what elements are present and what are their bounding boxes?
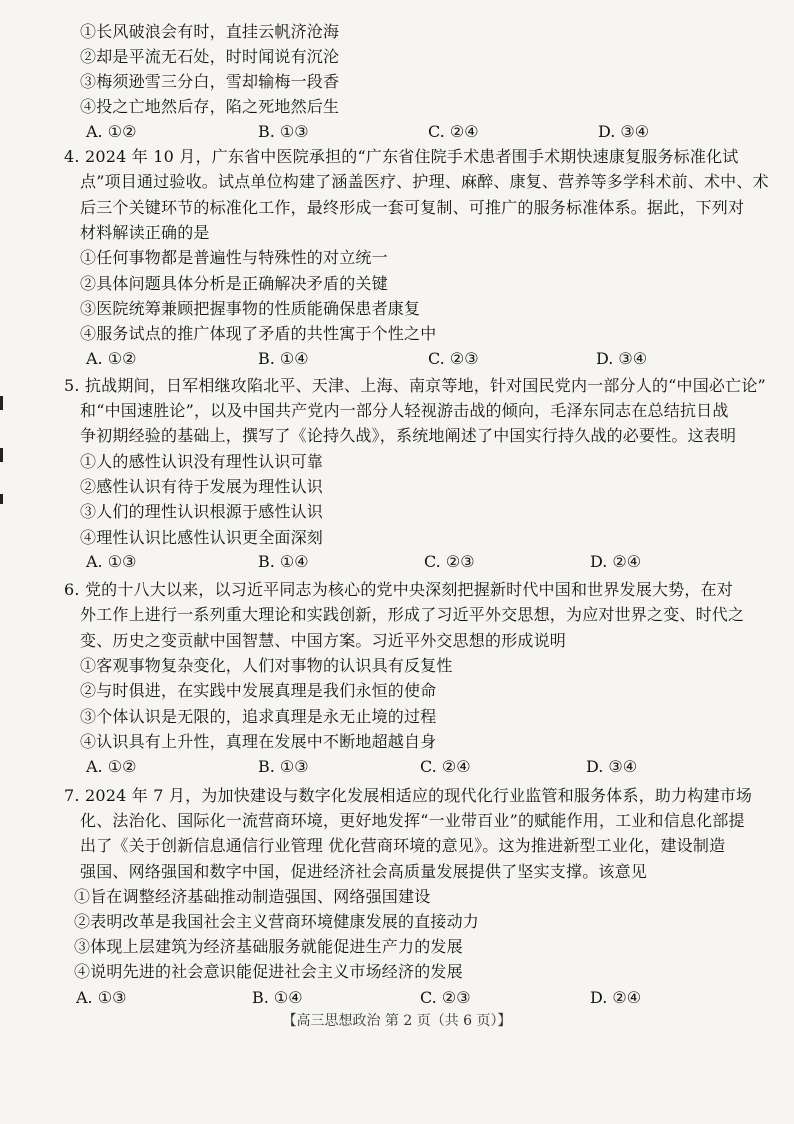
option: ③医院统筹兼顾把握事物的性质能确保患者康复 (80, 299, 421, 318)
choice-c: C. ②③ (420, 988, 471, 1007)
choice-c: C. ②④ (428, 122, 479, 141)
choice-a: A. ①② (86, 757, 137, 776)
choice-d: D. ③④ (598, 122, 650, 141)
option: ②感性认识有待于发展为理性认识 (80, 477, 324, 496)
question-5-stem: 争初期经验的基础上，撰写了《论持久战》，系统地阐述了中国实行持久战的必要性。这表明 (80, 426, 737, 445)
option: ④理性认识比感性认识更全面深刻 (80, 528, 324, 547)
question-6-stem: 6. 党的十八大以来，以习近平同志为核心的党中央深刻把握新时代中国和世界发展大势，在对 (64, 580, 733, 599)
option: ②表明改革是我国社会主义营商环境健康发展的直接动力 (74, 912, 480, 931)
question-7-stem: 7. 2024 年 7 月，为加快建设与数字化发展相适应的现代化行业监管和服务体系，助力构建市场 (64, 786, 753, 805)
choice-a: A. ①② (86, 122, 137, 141)
option: ②却是平流无石处，时时闻说有沉沦 (80, 47, 340, 66)
option: ①长风破浪会有时，直挂云帆济沧海 (80, 22, 340, 41)
option: ①客观事物复杂变化，人们对事物的认识具有反复性 (80, 656, 453, 675)
option: ①人的感性认识没有理性认识可靠 (80, 452, 324, 471)
choice-b: B. ①④ (258, 552, 309, 571)
question-7-stem: 出了《关于创新信息通信行业管理 优化营商环境的意见》。这为推进新型工业化，建设制造 (80, 836, 726, 855)
question-4-stem: 点”项目通过验收。试点单位构建了涵盖医疗、护理、麻醉、康复、营养等多学科术前、术中、术 (80, 172, 769, 191)
question-6-stem: 变、历史之变贡献中国智慧、中国方案。习近平外交思想的形成说明 (80, 631, 567, 650)
scan-mark (0, 494, 3, 504)
option: ③体现上层建筑为经济基础服务就能促进生产力的发展 (74, 937, 463, 956)
choice-c: C. ②③ (424, 552, 475, 571)
option: ①旨在调整经济基础推动制造强国、网络强国建设 (74, 887, 431, 906)
choice-a: A. ①③ (76, 988, 127, 1007)
option: ③人们的理性认识根源于感性认识 (80, 502, 324, 521)
page-footer: 【高三思想政治 第 2 页（共 6 页）】 (282, 1013, 512, 1029)
option: ④服务试点的推广体现了矛盾的共性寓于个性之中 (80, 324, 437, 343)
choice-b: B. ①③ (258, 757, 309, 776)
question-5-stem: 5. 抗战期间，日军相继攻陷北平、天津、上海、南京等地，针对国民党内一部分人的“中国必亡论” (64, 376, 766, 395)
choice-b: B. ①④ (258, 349, 309, 368)
option: ②与时俱进，在实践中发展真理是我们永恒的使命 (80, 681, 437, 700)
option: ①任何事物都是普遍性与特殊性的对立统一 (80, 248, 388, 267)
question-4-stem: 4. 2024 年 10 月，广东省中医院承担的“广东省住院手术患者围手术期快速康复服务标准化试 (64, 147, 739, 166)
option: ④投之亡地然后存，陷之死地然后生 (80, 97, 340, 116)
option: ④认识具有上升性，真理在发展中不断地超越自身 (80, 732, 437, 751)
scan-mark (0, 448, 3, 462)
option: ④说明先进的社会意识能促进社会主义市场经济的发展 (74, 962, 463, 981)
choice-a: A. ①② (86, 349, 137, 368)
choice-d: D. ③④ (586, 757, 638, 776)
option: ③个体认识是无限的，追求真理是永无止境的过程 (80, 707, 437, 726)
question-7-stem: 强国、网络强国和数字中国，促进经济社会高质量发展提供了坚实支撑。该意见 (80, 862, 648, 881)
choice-d: D. ②④ (590, 988, 642, 1007)
question-4-stem: 材料解读正确的是 (80, 223, 210, 242)
option: ②具体问题具体分析是正确解决矛盾的关键 (80, 274, 388, 293)
choice-c: C. ②③ (428, 349, 479, 368)
choice-a: A. ①③ (86, 552, 137, 571)
choice-c: C. ②④ (420, 757, 471, 776)
choice-b: B. ①③ (258, 122, 309, 141)
option: ③梅须逊雪三分白，雪却输梅一段香 (80, 72, 340, 91)
scan-mark (0, 396, 3, 410)
choice-b: B. ①④ (252, 988, 303, 1007)
question-6-stem: 外工作上进行一系列重大理论和实践创新，形成了习近平外交思想，为应对世界之变、时代之 (80, 605, 745, 624)
question-4-stem: 后三个关键环节的标准化工作，最终形成一套可复制、可推广的服务标准体系。据此，下列对 (80, 198, 745, 217)
choice-d: D. ③④ (596, 349, 648, 368)
choice-d: D. ②④ (590, 552, 642, 571)
question-7-stem: 化、法治化、国际化一流营商环境，更好地发挥“一业带百业”的赋能作用，工业和信息化部提 (80, 811, 745, 830)
question-5-stem: 和“中国速胜论”，以及中国共产党内一部分人轻视游击战的倾向，毛泽东同志在总结抗日战 (80, 401, 729, 420)
